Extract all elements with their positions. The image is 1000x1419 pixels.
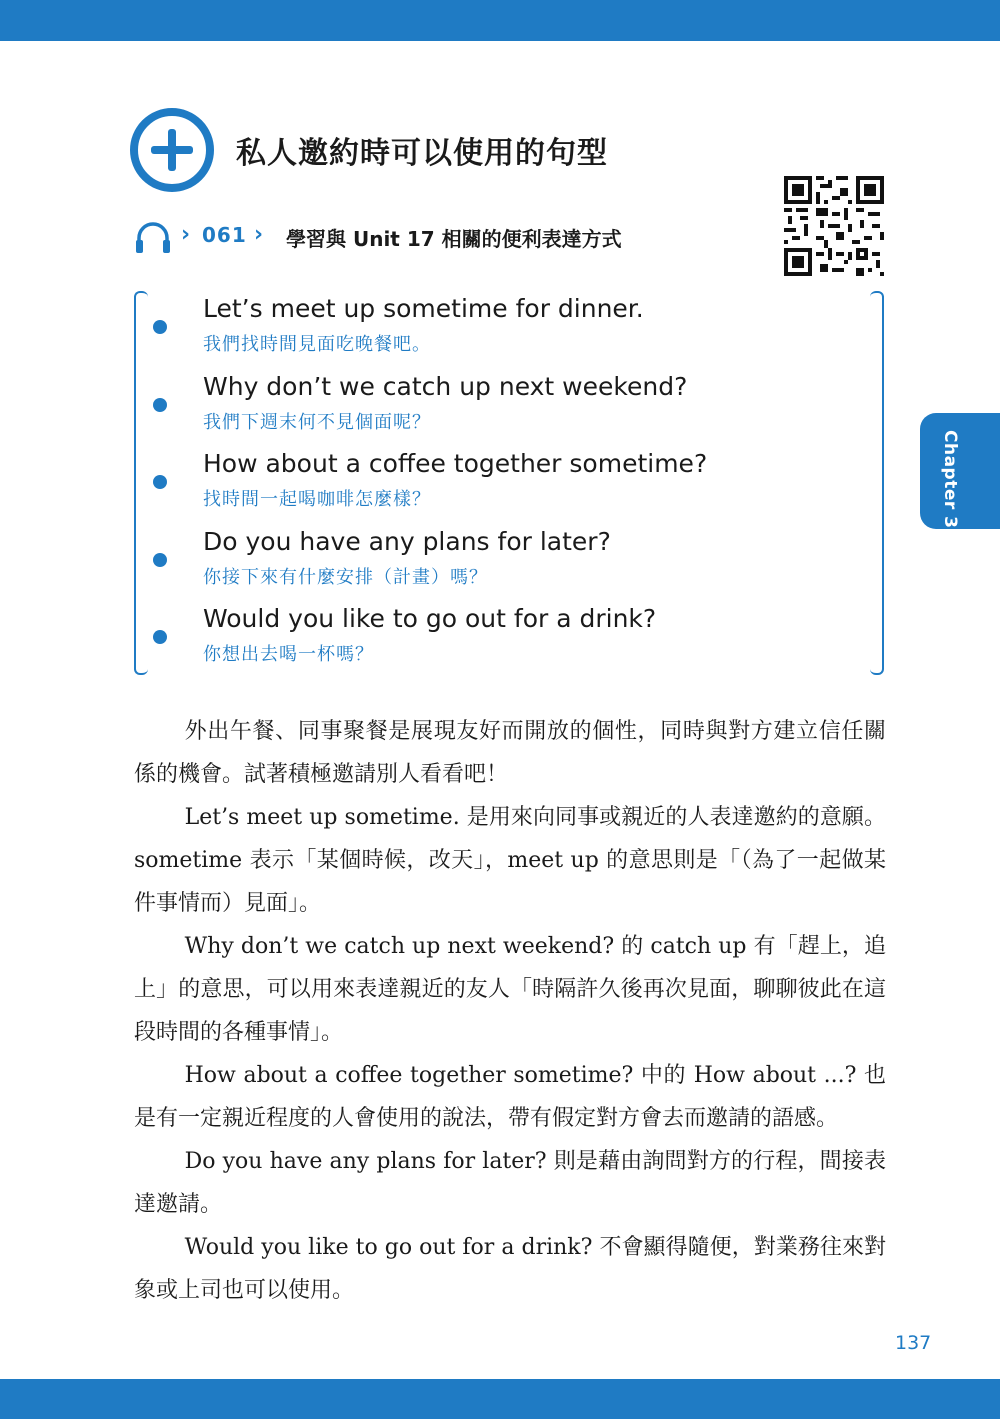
track-number: 061 (202, 223, 247, 247)
phrase-item (153, 527, 853, 605)
audio-track-row (134, 220, 754, 256)
chapter-label: Chapter 3 (940, 430, 960, 529)
phrase-chinese: 我們找時間見面吃晚餐吧。 (203, 334, 431, 355)
phrase-item (153, 604, 853, 682)
phrase-item (153, 294, 853, 372)
phrase-english: Would you like to go out for a drink? (203, 604, 657, 633)
bullet (153, 630, 167, 644)
chevron-right-icon: › (254, 222, 264, 247)
phrase-chinese: 找時間一起喝咖啡怎麼樣？ (203, 489, 431, 510)
phrase-box-right-bracket (870, 291, 884, 675)
bullet (153, 475, 167, 489)
section-title: 私人邀約時可以使用的句型 (236, 136, 608, 171)
body-text (134, 710, 886, 1312)
phrase-english: Why don’t we catch up next weekend? (203, 372, 688, 401)
phrase-chinese: 你想出去喝一杯嗎？ (203, 644, 374, 665)
phrase-english: How about a coffee together sometime? (203, 449, 708, 478)
bottom-color-band (0, 1379, 1000, 1419)
qr-code-icon (784, 176, 884, 276)
bullet (153, 398, 167, 412)
phrase-item (153, 372, 853, 450)
phrase-chinese: 我們下週末何不見個面呢？ (203, 412, 431, 433)
paragraph: Do you have any plans for later? 則是藉由詢問對方的行程，間接表達邀請。 (134, 1149, 886, 1217)
page-number: 137 (895, 1332, 932, 1354)
phrase-english: Do you have any plans for later? (203, 527, 611, 556)
paragraph: Why don’t we catch up next weekend? 的 catch up 有「趕上，追上」的意思，可以用來表達親近的友人「時隔許久後再次見面，聊聊彼此在這段時間的各種事情」。 (134, 934, 886, 1045)
phrase-item (153, 449, 853, 527)
headphones-icon (134, 220, 172, 256)
paragraph: How about a coffee together sometime? 中的 How about ...? 也是有一定親近程度的人會使用的說法，帶有假定對方會去而邀請的語感。 (134, 1063, 886, 1131)
bullet (153, 553, 167, 567)
phrase-english: Let’s meet up sometime for dinner. (203, 294, 644, 323)
chevron-right-icon: › (181, 222, 191, 247)
phrase-box-left-bracket (134, 291, 148, 675)
chapter-tab (920, 413, 1000, 529)
top-color-band (0, 0, 1000, 41)
plus-circle-icon (128, 106, 216, 194)
paragraph: 外出午餐、同事聚餐是展現友好而開放的個性，同時與對方建立信任關係的機會。試著積極邀請別人看看吧！ (134, 719, 886, 787)
paragraph: Would you like to go out for a drink? 不會顯得隨便，對業務往來對象或上司也可以使用。 (134, 1235, 886, 1303)
bullet (153, 320, 167, 334)
paragraph: Let’s meet up sometime. 是用來向同事或親近的人表達邀約的意願。sometime 表示「某個時候，改天」，meet up 的意思則是「（為了一起做某件事情而）見面」。 (134, 805, 886, 916)
phrase-chinese: 你接下來有什麼安排（計畫）嗎？ (203, 567, 488, 588)
track-title: 學習與 Unit 17 相關的便利表達方式 (286, 227, 622, 251)
